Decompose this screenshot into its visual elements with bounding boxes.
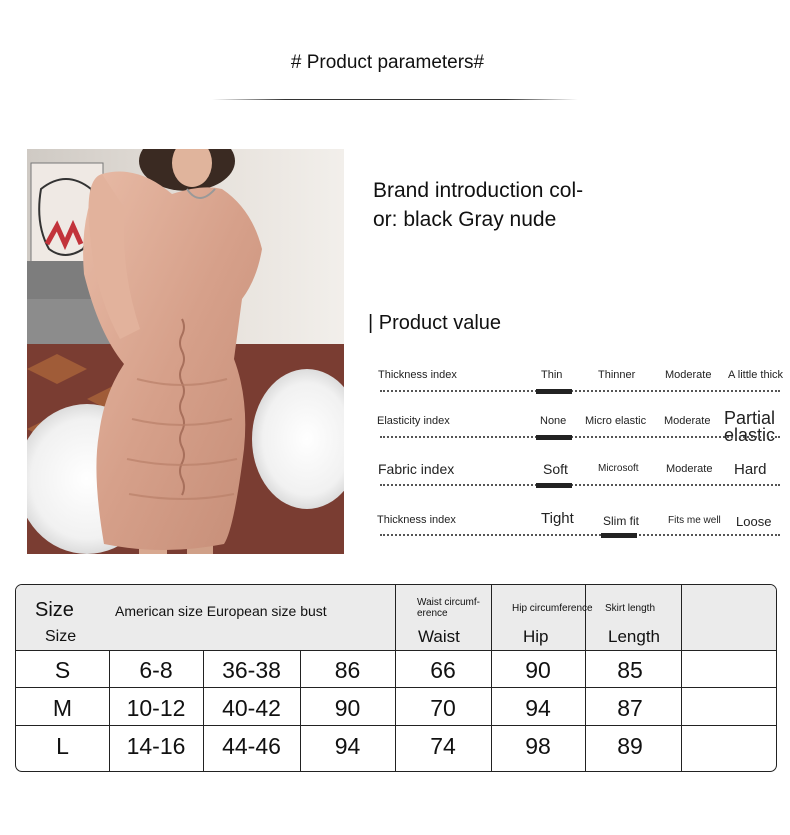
cell-waist: 66 xyxy=(430,657,456,683)
attribute-scale xyxy=(380,484,780,486)
header-waist-bottom: Waist xyxy=(418,627,460,646)
cell-us: 6-8 xyxy=(139,657,173,683)
attribute-option: Partial elastic xyxy=(724,408,776,445)
attribute-option: A little thick xyxy=(728,369,784,381)
attribute-option: Soft xyxy=(543,461,568,477)
cell-length: 87 xyxy=(617,695,643,721)
cell-eu: 36-38 xyxy=(222,657,281,683)
cell-waist: 70 xyxy=(430,695,456,721)
attribute-selected-marker xyxy=(536,389,572,394)
cell-size: M xyxy=(52,695,73,721)
cell-bust: 90 xyxy=(334,695,361,721)
table-column-divider xyxy=(681,585,682,771)
cell-us: 14-16 xyxy=(126,733,186,759)
header-us-eu-bust: American size European size bust xyxy=(115,603,327,619)
attribute-row-fit xyxy=(376,506,780,536)
attribute-name: Elasticity index xyxy=(377,415,450,427)
attribute-selected-marker xyxy=(536,435,572,440)
brand-line: or: black Gray nude xyxy=(373,208,557,231)
header-waist-top: Waist circumf-erence xyxy=(417,597,480,619)
product-value-title: | Product value xyxy=(368,312,502,334)
attribute-option: Thin xyxy=(541,369,563,381)
attribute-row-elasticity xyxy=(376,408,780,445)
header-length-bottom: Length xyxy=(608,627,660,646)
table-row-divider xyxy=(16,687,776,688)
attribute-option: Moderate xyxy=(664,415,711,427)
cell-hip: 90 xyxy=(525,657,551,683)
page-title: # Product parameters# xyxy=(290,52,485,73)
attribute-name: Thickness index xyxy=(378,369,457,381)
attribute-option: Microsoft xyxy=(598,463,639,474)
cell-hip: 94 xyxy=(525,695,551,721)
attribute-option: None xyxy=(540,415,567,427)
dress-illustration xyxy=(27,149,344,554)
attribute-scale xyxy=(380,436,780,438)
attribute-row-thickness xyxy=(376,362,784,392)
cell-size: L xyxy=(56,733,69,759)
attribute-selected-marker xyxy=(536,483,572,488)
attribute-option: Slim fit xyxy=(603,514,639,528)
attribute-scale xyxy=(380,534,780,536)
header-size-top: Size xyxy=(35,599,74,621)
cell-waist: 74 xyxy=(430,733,456,759)
table-row-divider xyxy=(16,725,776,726)
cell-bust: 86 xyxy=(334,657,361,683)
attribute-option: Moderate xyxy=(665,369,712,381)
attribute-scale xyxy=(380,390,780,392)
attribute-name: Fabric index xyxy=(378,461,455,477)
cell-hip: 98 xyxy=(525,733,551,759)
attribute-option: Hard xyxy=(734,461,767,478)
attribute-selected-marker xyxy=(601,533,637,538)
cell-bust: 94 xyxy=(334,733,361,759)
attribute-row-fabric xyxy=(376,456,780,486)
cell-length: 85 xyxy=(617,657,643,683)
attribute-option: Tight xyxy=(541,510,574,527)
product-photo xyxy=(27,149,344,554)
attribute-option: Fits me well xyxy=(668,515,721,526)
attribute-option: Loose xyxy=(736,514,772,529)
attribute-option: Thinner xyxy=(598,369,636,381)
title-divider xyxy=(212,99,578,100)
cell-eu: 44-46 xyxy=(222,733,281,759)
header-size-bottom: Size xyxy=(45,628,77,645)
header-hip-bottom: Hip xyxy=(523,627,549,646)
brand-line: Brand introduction col- xyxy=(373,179,584,202)
brand-introduction xyxy=(373,176,633,234)
header-hip-top: Hip circumference xyxy=(512,603,593,614)
cell-eu: 40-42 xyxy=(222,695,281,721)
cell-size: S xyxy=(54,657,71,683)
header-length-top: Skirt length xyxy=(605,603,656,614)
size-table xyxy=(15,584,777,772)
cell-us: 10-12 xyxy=(126,695,186,721)
cell-length: 89 xyxy=(617,733,643,759)
table-row-divider xyxy=(16,650,776,651)
attribute-name: Thickness index xyxy=(377,514,456,526)
attribute-option: Micro elastic xyxy=(585,415,647,427)
attribute-option: Moderate xyxy=(666,463,713,475)
